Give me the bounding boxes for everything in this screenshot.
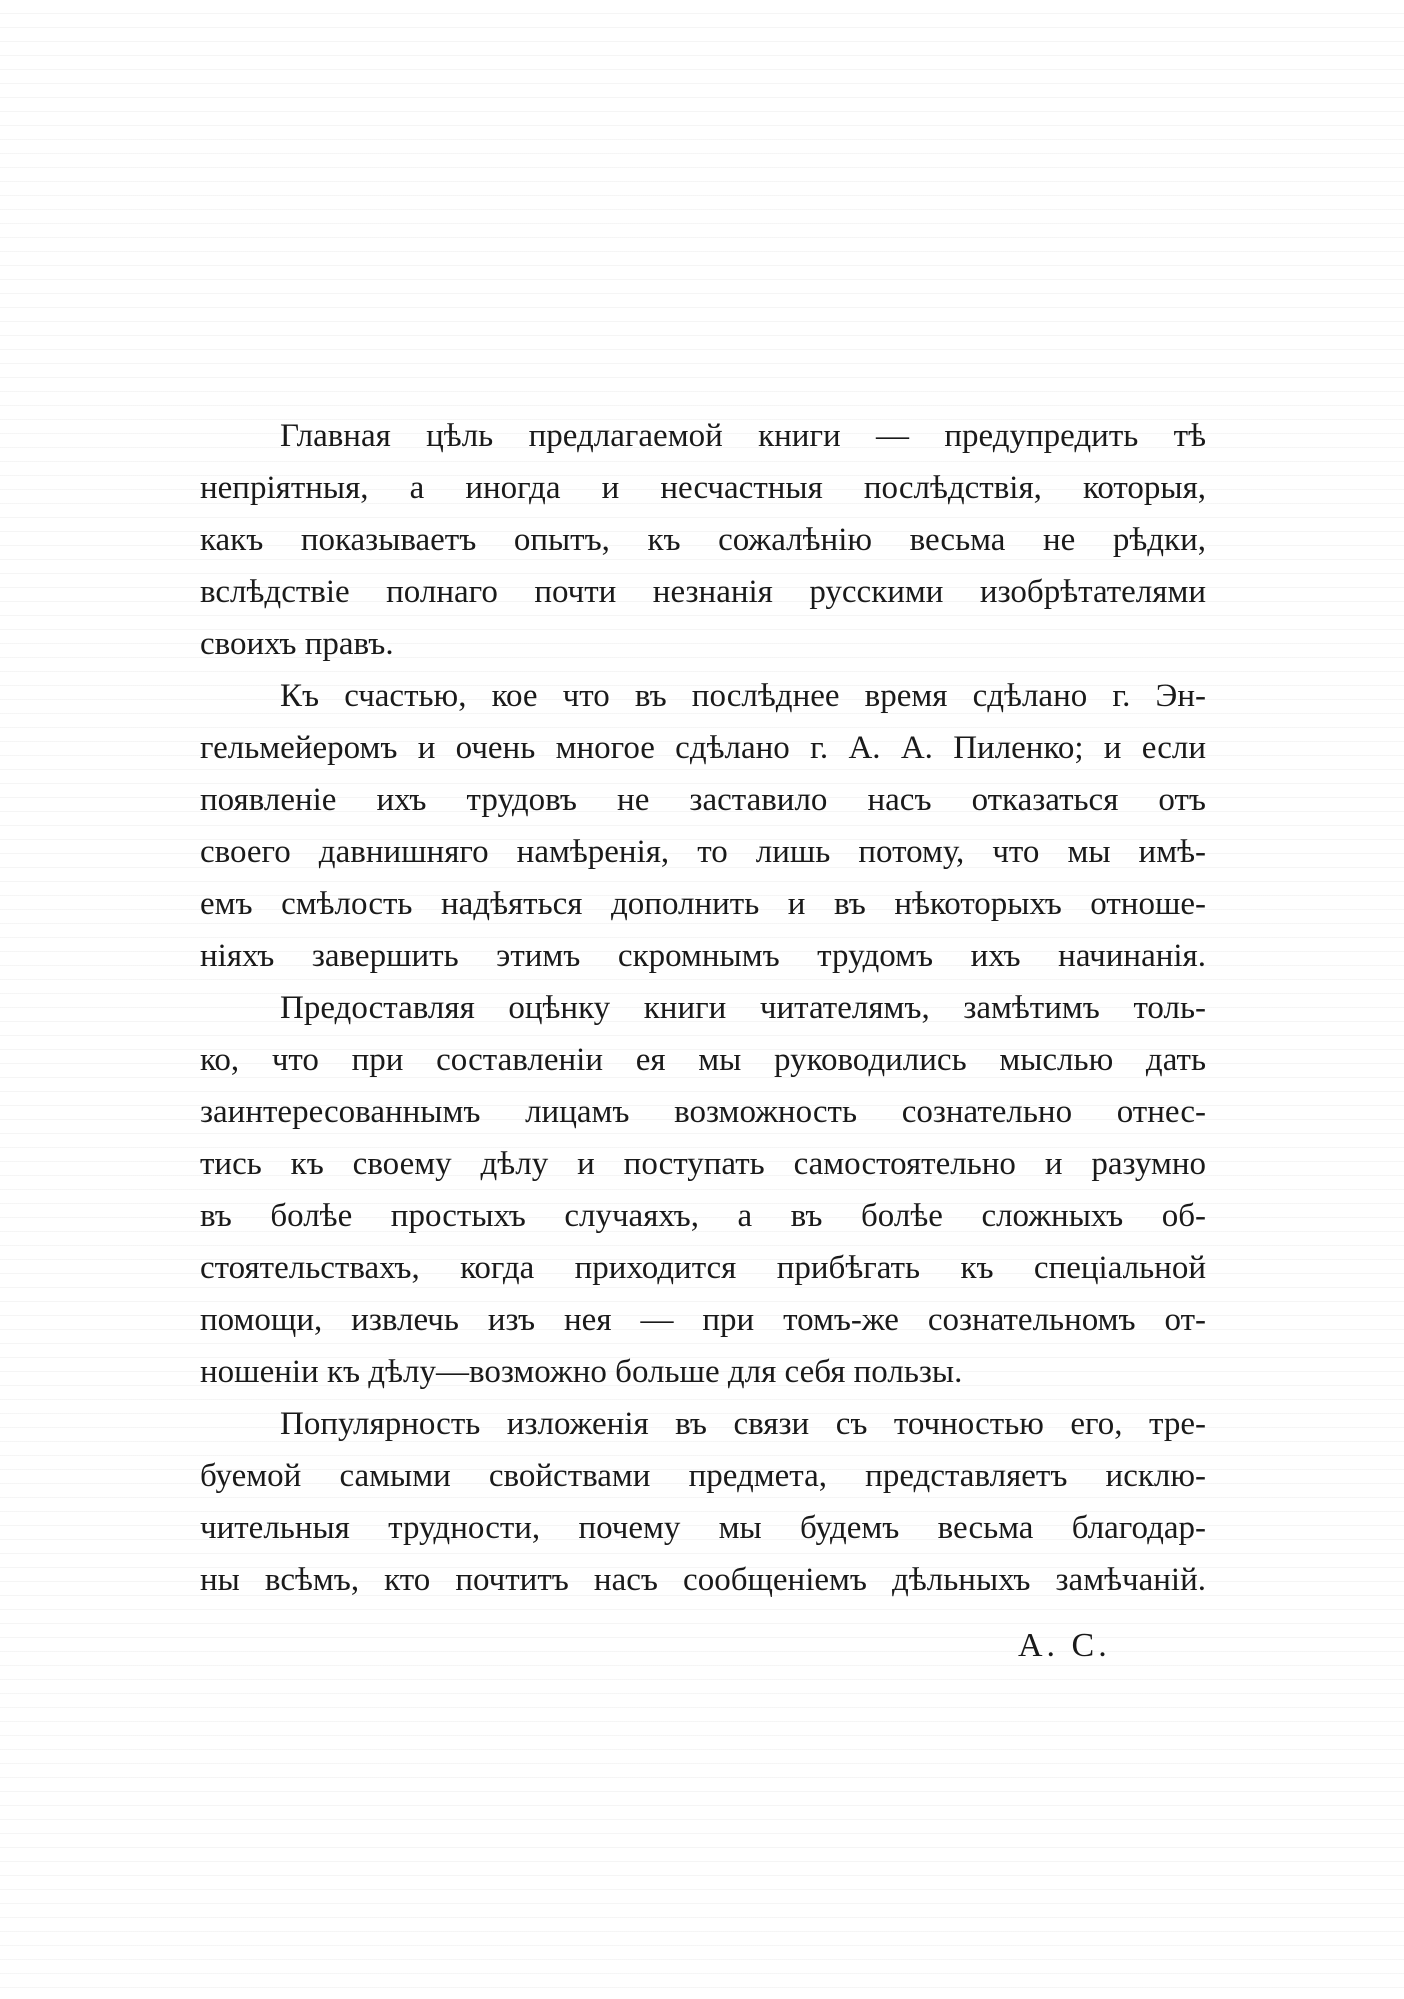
- text-line: какъ показываетъ опытъ, къ сожалѣнію весьма не рѣдки,: [200, 522, 1206, 558]
- text-line: стоятельствахъ, когда приходится прибѣгать къ спеціальной: [200, 1250, 1206, 1286]
- text-line: ко, что при составленіи ея мы руководились мыслью дать: [200, 1042, 1206, 1078]
- paragraph-1: [200, 410, 1206, 670]
- paragraph-2: [200, 670, 1206, 982]
- text-line: въ болѣе простыхъ случаяхъ, а въ болѣе сложныхъ об-: [200, 1198, 1206, 1234]
- text-line: буемой самыми свойствами предмета, представляетъ исклю-: [200, 1458, 1206, 1494]
- text-line: ношеніи къ дѣлу—возможно больше для себя пользы.: [200, 1354, 963, 1390]
- text-line: заинтересованнымъ лицамъ возможность сознательно отнес-: [200, 1094, 1206, 1130]
- text-line: своего давнишняго намѣренія, то лишь потому, что мы имѣ-: [200, 834, 1206, 870]
- preface-text: [200, 410, 1206, 1606]
- text-line: тись къ своему дѣлу и поступать самостоятельно и разумно: [200, 1146, 1206, 1182]
- text-line: Популярность изложенія въ связи съ точностью его, тре-: [280, 1406, 1206, 1442]
- text-line: помощи, извлечь изъ нея — при томъ-же сознательномъ от-: [200, 1302, 1206, 1338]
- text-line: ніяхъ завершить этимъ скромнымъ трудомъ ихъ начинанія.: [200, 938, 1206, 974]
- text-line: непріятныя, а иногда и несчастныя послѣдствія, которыя,: [200, 470, 1206, 506]
- text-line: Главная цѣль предлагаемой книги — предупредить тѣ: [280, 418, 1206, 454]
- author-signature: А. С.: [1018, 1627, 1111, 1664]
- text-line: вслѣдствіе полнаго почти незнанія русскими изобрѣтателями: [200, 574, 1206, 610]
- text-line: чительныя трудности, почему мы будемъ весьма благодар-: [200, 1510, 1206, 1546]
- text-line: ны всѣмъ, кто почтитъ насъ сообщеніемъ дѣльныхъ замѣчаній.: [200, 1562, 1206, 1598]
- text-line: своихъ правъ.: [200, 626, 394, 662]
- paragraph-3: [200, 982, 1206, 1398]
- paragraph-4: [200, 1398, 1206, 1606]
- text-line: Къ счастью, кое что въ послѣднее время сдѣлано г. Эн-: [280, 678, 1206, 714]
- text-line: появленіе ихъ трудовъ не заставило насъ отказаться отъ: [200, 782, 1206, 818]
- text-line: Предоставляя оцѣнку книги читателямъ, замѣтимъ толь-: [280, 990, 1206, 1026]
- text-line: емъ смѣлость надѣяться дополнить и въ нѣкоторыхъ отноше-: [200, 886, 1206, 922]
- text-line: гельмейеромъ и очень многое сдѣлано г. А. А. Пиленко; и если: [200, 730, 1206, 766]
